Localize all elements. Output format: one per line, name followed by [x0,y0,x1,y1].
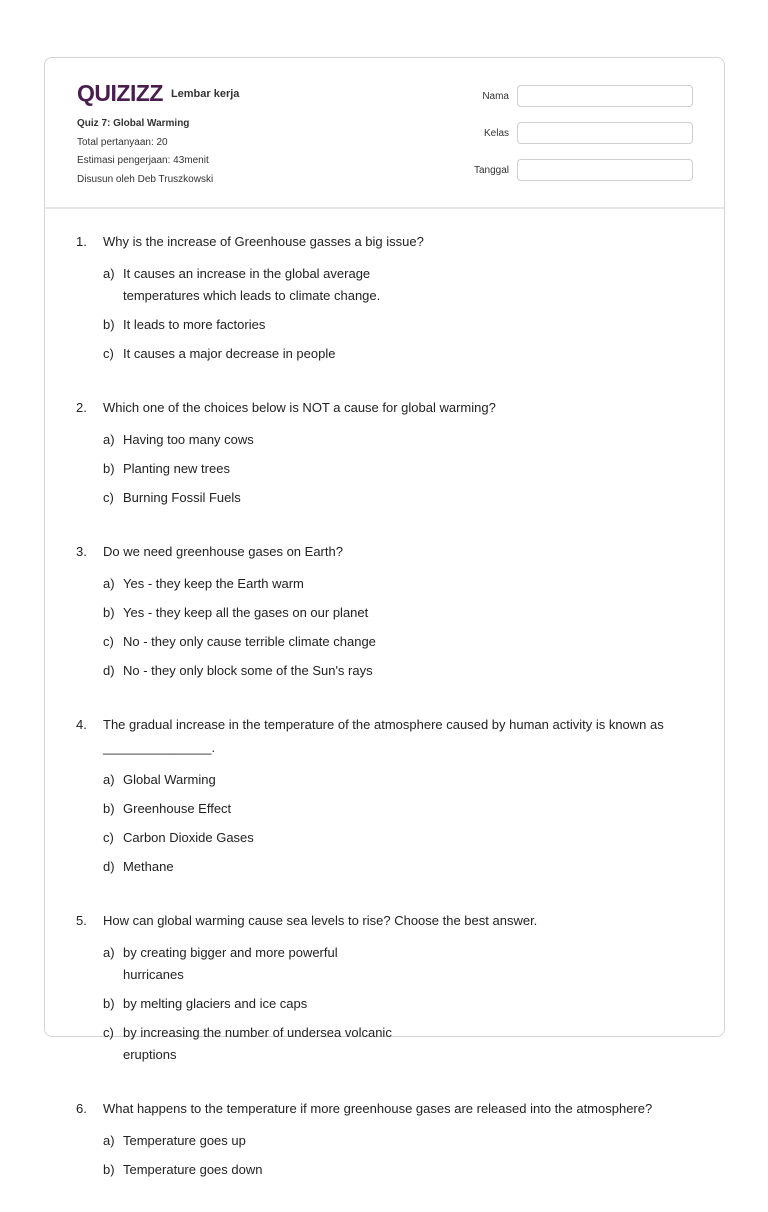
option-text: by increasing the number of undersea volcanic eruptions [123,1025,392,1062]
option-text: by creating bigger and more powerful hurricanes [123,945,338,982]
option-text: Yes - they keep the Earth warm [123,576,304,591]
worksheet-label: Lembar kerja [170,87,240,100]
question-item [76,230,696,372]
student-fields [463,85,693,196]
answer-option [103,631,403,653]
option-letter: b) [103,996,115,1011]
option-text: by melting glaciers and ice caps [123,996,308,1011]
option-text: Greenhouse Effect [123,801,232,816]
answer-option [103,314,403,336]
author: Disusun oleh Deb Truszkowski [77,173,214,185]
option-letter: a) [103,576,115,591]
date-field[interactable] [517,159,693,181]
option-letter: c) [103,830,114,845]
class-field-row [463,122,693,144]
name-field[interactable] [517,85,693,107]
option-letter: b) [103,1162,115,1177]
answer-options [103,769,696,885]
option-text: It leads to more factories [123,317,266,332]
option-letter: b) [103,605,115,620]
option-text: It causes an increase in the global average temperatures which leads to climate change. [123,266,381,303]
question-text: Which one of the choices below is NOT a cause for global warming? [103,400,496,415]
question-list [76,230,696,1212]
option-letter: a) [103,266,115,281]
question-item [76,540,696,689]
option-text: Burning Fossil Fuels [123,490,241,505]
option-letter: a) [103,1133,115,1148]
option-letter: a) [103,432,115,447]
option-letter: b) [103,317,115,332]
answer-option [103,993,403,1015]
answer-option [103,487,403,509]
option-letter: c) [103,346,114,361]
answer-option [103,660,403,682]
option-text: No - they only block some of the Sun's rays [123,663,373,678]
question-text: The gradual increase in the temperature of the atmosphere caused by human activity is known as _______________. [103,717,664,755]
question-stem [76,540,696,563]
option-letter: b) [103,801,115,816]
class-field[interactable] [517,122,693,144]
name-field-row [463,85,693,107]
answer-options [103,1130,696,1188]
option-text: Having too many cows [123,432,254,447]
answer-option [103,942,403,986]
option-letter: b) [103,461,115,476]
brand-logo [77,80,239,107]
option-text: Carbon Dioxide Gases [123,830,254,845]
question-stem [76,396,696,419]
answer-options [103,263,696,372]
question-text: Why is the increase of Greenhouse gasses a big issue? [103,234,424,249]
question-stem [76,230,696,253]
question-number: 2. [76,400,87,415]
date-field-row [463,159,693,181]
answer-option [103,573,403,595]
quiz-title: Quiz 7: Global Warming [77,118,190,129]
answer-option [103,1159,403,1181]
quiz-meta [77,115,213,189]
question-item [76,1097,696,1188]
question-text: How can global warming cause sea levels to rise? Choose the best answer. [103,913,538,928]
question-number: 6. [76,1101,87,1116]
option-text: Temperature goes up [123,1133,246,1148]
option-text: It causes a major decrease in people [123,346,336,361]
answer-option [103,1022,403,1066]
answer-option [103,1130,403,1152]
option-letter: d) [103,859,115,874]
class-label: Kelas [483,127,509,139]
question-stem [76,713,696,759]
option-text: No - they only cause terrible climate change [123,634,376,649]
question-number: 3. [76,544,87,559]
question-item [76,396,696,516]
option-letter: a) [103,772,115,787]
answer-option [103,798,403,820]
worksheet-header [45,58,724,209]
option-letter: c) [103,634,114,649]
option-letter: d) [103,663,115,678]
worksheet-sheet [44,57,725,1177]
question-stem [76,1097,696,1120]
question-stem [76,909,696,932]
question-item [76,909,696,1073]
answer-option [103,263,403,307]
answer-option [103,602,403,624]
answer-option [103,856,403,878]
question-text: Do we need greenhouse gases on Earth? [103,544,343,559]
question-number: 5. [76,913,87,928]
option-text: Methane [123,859,174,874]
question-number: 1. [76,234,87,249]
answer-option [103,458,403,480]
option-letter: a) [103,945,115,960]
question-text: What happens to the temperature if more greenhouse gases are released into the atmosphere? [103,1101,653,1116]
option-text: Temperature goes down [123,1162,263,1177]
answer-option [103,343,403,365]
answer-option [103,827,403,849]
time-estimate: Estimasi pengerjaan: 43menit [77,155,209,166]
option-letter: c) [103,1025,114,1040]
answer-option [103,769,403,791]
question-number: 4. [76,717,87,732]
date-label: Tanggal [473,164,509,176]
question-item [76,713,696,885]
answer-options [103,429,696,516]
answer-options [103,573,696,689]
option-letter: c) [103,490,114,505]
quizizz-logo-text: QUIZIZZ [77,80,163,106]
option-text: Yes - they keep all the gases on our planet [123,605,369,620]
option-text: Global Warming [123,772,216,787]
answer-option [103,429,403,451]
name-label: Nama [482,90,509,102]
total-questions: Total pertanyaan: 20 [77,136,168,148]
option-text: Planting new trees [123,461,230,476]
answer-options [103,942,696,1073]
